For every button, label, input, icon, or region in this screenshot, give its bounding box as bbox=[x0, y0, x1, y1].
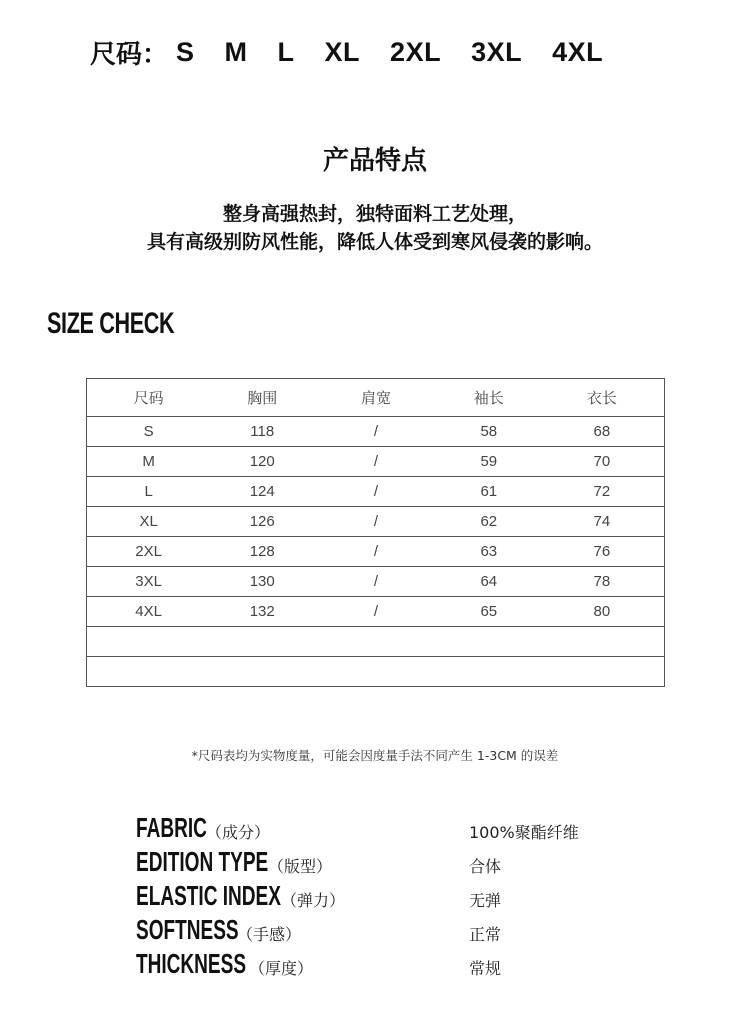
property-label-cn: （手感） bbox=[237, 925, 302, 944]
column-header: 尺码 bbox=[87, 379, 211, 417]
table-row-empty bbox=[87, 627, 665, 657]
table-cell: 130 bbox=[210, 567, 314, 597]
table-cell: 4XL bbox=[87, 597, 211, 627]
size-chart-table bbox=[86, 378, 665, 687]
size-label: 尺码： bbox=[90, 39, 169, 70]
table-cell: 65 bbox=[438, 597, 540, 627]
table-cell: 2XL bbox=[87, 537, 211, 567]
table-cell bbox=[540, 657, 665, 687]
table-row bbox=[87, 417, 665, 447]
size-option: XL bbox=[324, 36, 361, 67]
table-cell: XL bbox=[87, 507, 211, 537]
property-value: 100%聚酯纤维 bbox=[469, 823, 579, 842]
table-cell: 126 bbox=[210, 507, 314, 537]
table-cell: 61 bbox=[438, 477, 540, 507]
column-header: 肩宽 bbox=[314, 379, 438, 417]
product-properties bbox=[136, 812, 656, 982]
size-option: 4XL bbox=[552, 36, 604, 67]
table-cell: / bbox=[314, 567, 438, 597]
table-cell bbox=[314, 627, 438, 657]
features-line: 整身高强热封，独特面料工艺处理， bbox=[222, 203, 527, 225]
table-cell: 63 bbox=[438, 537, 540, 567]
table-cell: 58 bbox=[438, 417, 540, 447]
table-cell: / bbox=[314, 447, 438, 477]
table-cell: 124 bbox=[210, 477, 314, 507]
table-row bbox=[87, 477, 665, 507]
measurement-note: *尺码表均为实物度量，可能会因度量手法不同产生 1-3CM 的误差 bbox=[191, 748, 559, 763]
size-option: 2XL bbox=[390, 36, 442, 67]
table-row-empty bbox=[87, 657, 665, 687]
table-cell: 128 bbox=[210, 537, 314, 567]
table-cell: 72 bbox=[540, 477, 665, 507]
table-cell: 76 bbox=[540, 537, 665, 567]
table-cell: 64 bbox=[438, 567, 540, 597]
property-value: 常规 bbox=[469, 959, 502, 978]
column-header: 袖长 bbox=[438, 379, 540, 417]
table-row bbox=[87, 537, 665, 567]
table-cell bbox=[210, 627, 314, 657]
table-cell: 118 bbox=[210, 417, 314, 447]
property-label-en: FABRIC bbox=[136, 812, 207, 843]
table-row bbox=[87, 597, 665, 627]
column-header: 胸围 bbox=[210, 379, 314, 417]
property-label-en: THICKNESS bbox=[136, 948, 247, 979]
property-label-en: ELASTIC INDEX bbox=[136, 880, 281, 911]
table-cell: M bbox=[87, 447, 211, 477]
table-cell: 74 bbox=[540, 507, 665, 537]
table-cell: / bbox=[314, 417, 438, 447]
size-check-title: SIZE CHECK bbox=[47, 307, 175, 340]
table-cell: L bbox=[87, 477, 211, 507]
property-label-en: EDITION TYPE bbox=[136, 846, 269, 877]
table-cell bbox=[540, 627, 665, 657]
property-label-en: SOFTNESS bbox=[136, 914, 239, 945]
table-cell bbox=[87, 657, 211, 687]
table-row bbox=[87, 447, 665, 477]
table-header-row bbox=[87, 379, 665, 417]
property-row-fabric bbox=[136, 812, 656, 846]
table-cell bbox=[87, 627, 211, 657]
table-row bbox=[87, 507, 665, 537]
table-cell: 68 bbox=[540, 417, 665, 447]
property-row-softness bbox=[136, 914, 656, 948]
features-line: 具有高级别防风性能，降低人体受到寒风侵袭的影响。 bbox=[146, 231, 603, 253]
size-option: S bbox=[176, 36, 195, 67]
property-value: 正常 bbox=[469, 925, 502, 944]
property-label-cn: （弹力） bbox=[281, 891, 346, 910]
property-row-thickness bbox=[136, 948, 656, 982]
property-value: 合体 bbox=[469, 857, 502, 876]
property-label-cn: （版型） bbox=[268, 857, 333, 876]
table-cell: / bbox=[314, 507, 438, 537]
table-cell: 132 bbox=[210, 597, 314, 627]
table-cell: 70 bbox=[540, 447, 665, 477]
size-option: L bbox=[277, 36, 295, 67]
property-value: 无弹 bbox=[469, 891, 502, 910]
table-cell: 59 bbox=[438, 447, 540, 477]
table-cell: / bbox=[314, 537, 438, 567]
table-cell: 62 bbox=[438, 507, 540, 537]
property-row-elastic-index bbox=[136, 880, 656, 914]
table-cell: S bbox=[87, 417, 211, 447]
table-cell bbox=[438, 627, 540, 657]
table-cell bbox=[438, 657, 540, 687]
table-cell bbox=[314, 657, 438, 687]
features-title: 产品特点 bbox=[322, 146, 427, 176]
column-header: 衣长 bbox=[540, 379, 665, 417]
features-description bbox=[0, 200, 750, 256]
table-row bbox=[87, 567, 665, 597]
table-cell: / bbox=[314, 597, 438, 627]
table-cell: 120 bbox=[210, 447, 314, 477]
property-row-edition-type bbox=[136, 846, 656, 880]
property-label-cn: （成分） bbox=[206, 823, 271, 842]
table-cell bbox=[210, 657, 314, 687]
size-options-bar bbox=[90, 32, 633, 72]
table-cell: 80 bbox=[540, 597, 665, 627]
table-cell: 3XL bbox=[87, 567, 211, 597]
property-label-cn: （厚度） bbox=[249, 959, 314, 978]
size-option: M bbox=[224, 36, 248, 67]
table-cell: / bbox=[314, 477, 438, 507]
size-option: 3XL bbox=[471, 36, 523, 67]
table-cell: 78 bbox=[540, 567, 665, 597]
